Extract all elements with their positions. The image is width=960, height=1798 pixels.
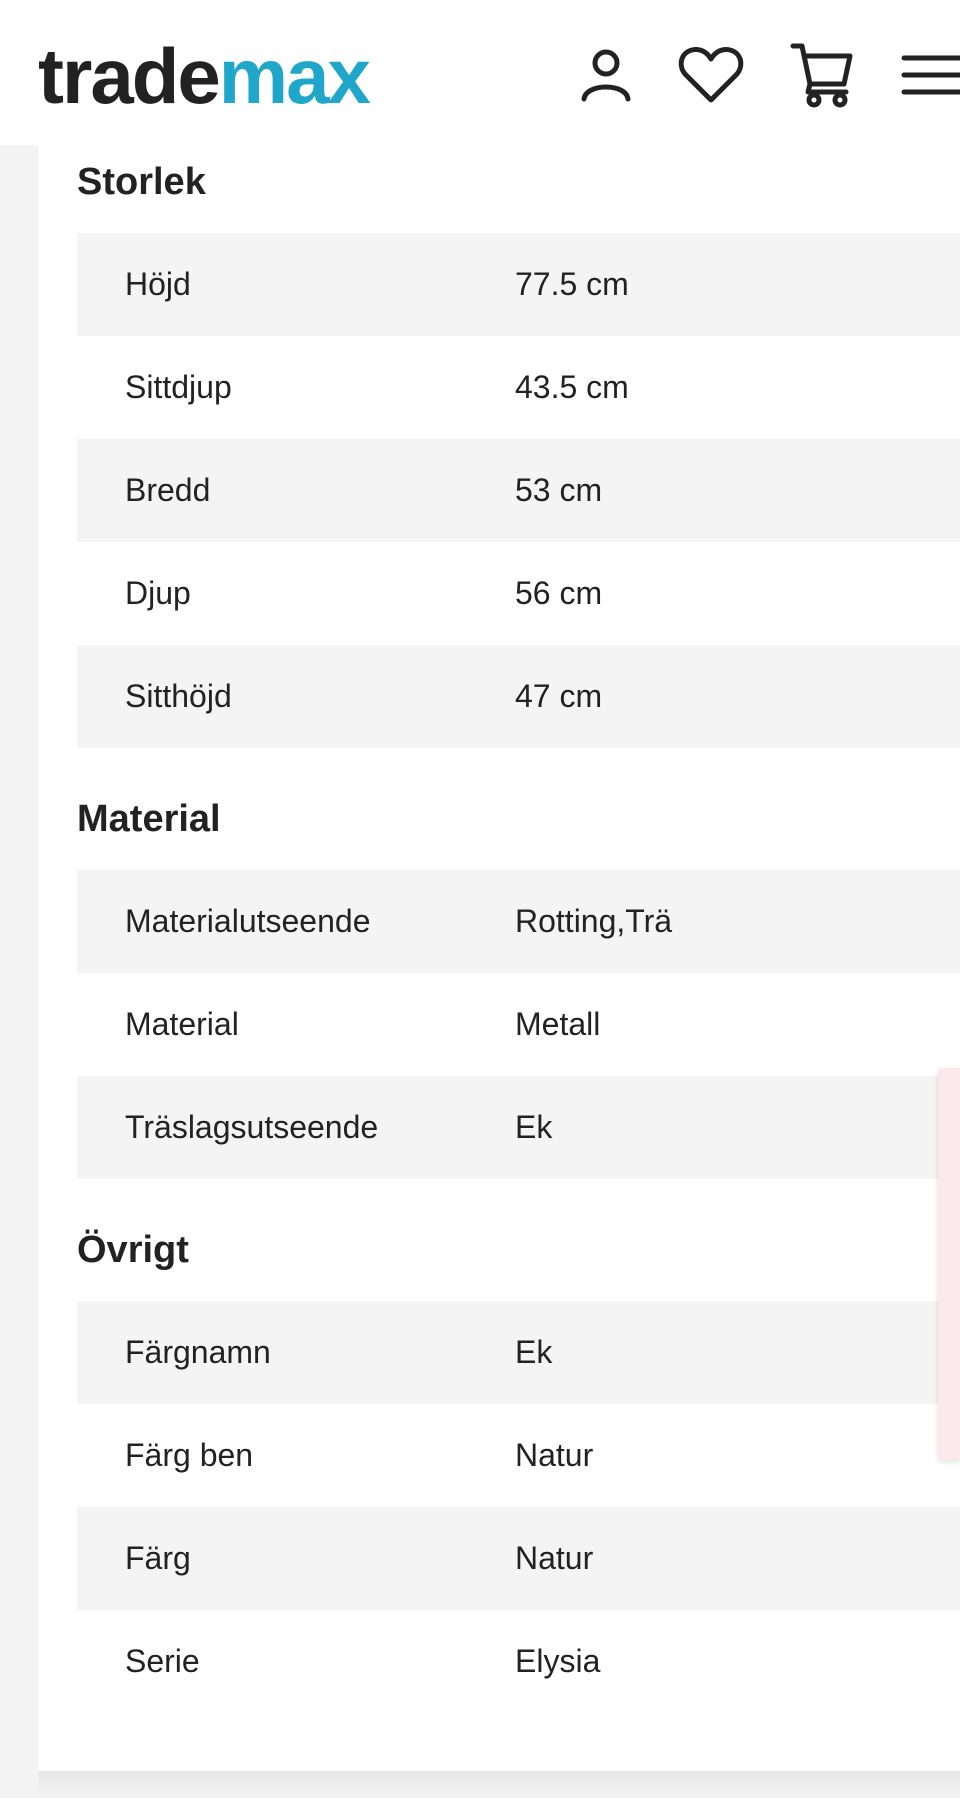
spec-value: 43.5 cm (515, 369, 629, 405)
spec-label: Bredd (125, 472, 211, 508)
user-icon[interactable] (571, 40, 641, 110)
site-header (0, 0, 960, 145)
spec-label: Färg ben (125, 1437, 254, 1473)
spec-row (77, 439, 960, 542)
spec-value: 56 cm (515, 575, 603, 611)
spec-row (77, 645, 960, 748)
spec-label: Serie (125, 1643, 200, 1679)
product-specifications-panel (38, 145, 960, 1771)
spec-value: 77.5 cm (515, 266, 629, 302)
spec-label: Sittdjup (125, 369, 232, 405)
spec-label: Djup (125, 575, 191, 611)
page-background-gutter (0, 145, 38, 1785)
spec-table-material (77, 870, 960, 1179)
spec-label: Material (125, 1006, 239, 1042)
section-title-storlek: Storlek (77, 161, 206, 203)
spec-row (77, 1404, 960, 1507)
spec-row (77, 973, 960, 1076)
logo-text-max: max (218, 32, 369, 120)
spec-row (77, 233, 960, 336)
spec-value: Natur (515, 1540, 594, 1576)
spec-row (77, 542, 960, 645)
section-title-ovrigt: Övrigt (77, 1229, 189, 1271)
spec-label: Höjd (125, 266, 191, 302)
spec-row (77, 1610, 960, 1713)
spec-label: Färgnamn (125, 1334, 271, 1370)
spec-value: Rotting,Trä (515, 903, 673, 939)
spec-label: Materialutseende (125, 903, 371, 939)
spec-value: Metall (515, 1006, 601, 1042)
spec-value: 53 cm (515, 472, 603, 508)
logo-text-trade: trade (38, 32, 219, 120)
spec-label: Färg (125, 1540, 191, 1576)
menu-icon[interactable] (900, 40, 960, 110)
panel-bottom-edge (38, 1771, 960, 1798)
spec-table-storlek (77, 233, 960, 748)
spec-row (77, 1076, 960, 1179)
side-feedback-tab[interactable] (938, 1068, 960, 1460)
spec-table-ovrigt (77, 1301, 960, 1713)
spec-row (77, 1507, 960, 1610)
spec-value: Ek (515, 1109, 553, 1145)
spec-value: Elysia (515, 1643, 601, 1679)
spec-label: Sitthöjd (125, 678, 232, 714)
spec-row (77, 870, 960, 973)
spec-value: 47 cm (515, 678, 603, 714)
section-title-material: Material (77, 798, 221, 840)
spec-row (77, 1301, 960, 1404)
heart-icon[interactable] (676, 40, 746, 110)
spec-value: Natur (515, 1437, 594, 1473)
spec-label: Träslagsutseende (125, 1109, 379, 1145)
spec-value: Ek (515, 1334, 553, 1370)
cart-icon[interactable] (787, 40, 857, 110)
spec-row (77, 336, 960, 439)
trademax-logo[interactable] (38, 26, 369, 126)
